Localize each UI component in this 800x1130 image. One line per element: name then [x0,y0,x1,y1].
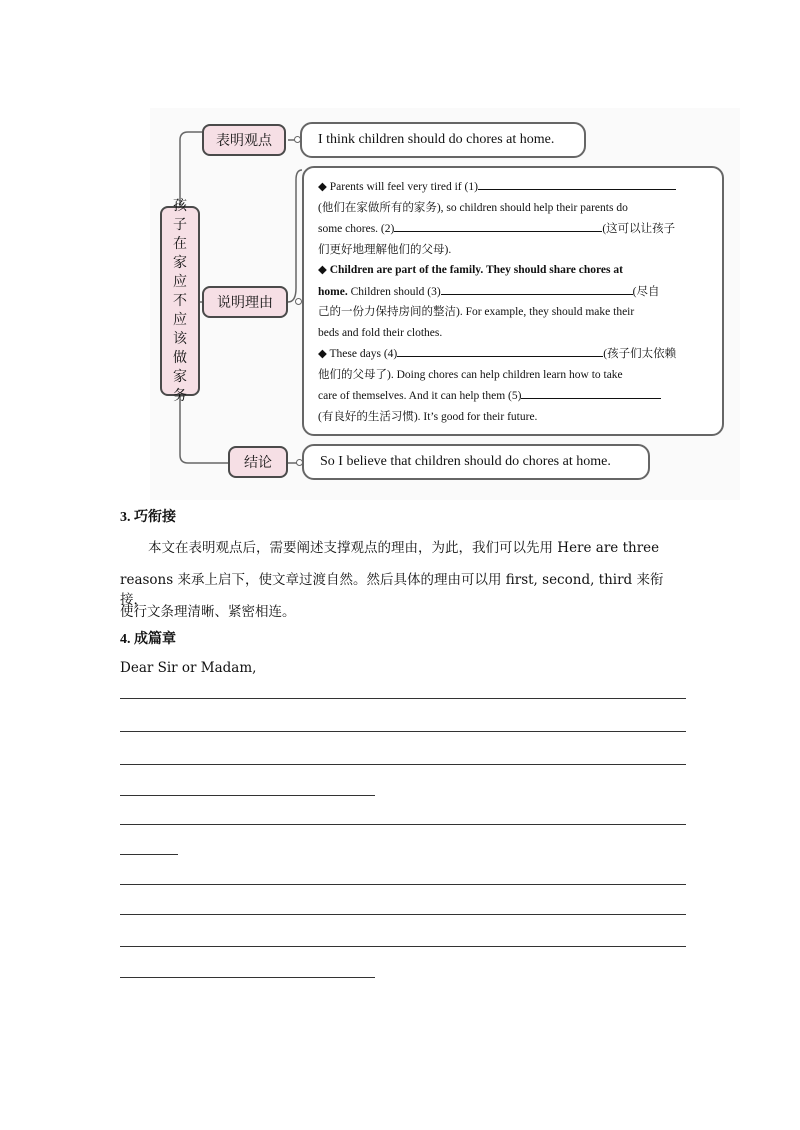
reason-text: These days (4) [329,348,398,360]
reason-text: beds and fold their clothes. [318,326,443,339]
reason-text: 己的一份力保持房间的整洁). For example, they should make their [318,306,635,318]
writing-line[interactable] [120,731,686,732]
writing-line[interactable] [120,698,686,699]
writing-line[interactable] [120,914,686,915]
section-3-line-3: 使行文条理清晰、紧密相连。 [120,604,296,620]
bullet-icon: ◆ [318,348,327,360]
writing-line[interactable] [120,884,686,885]
reason-text: (有良好的生活习惯). It’s good for their future. [318,410,538,423]
reasons-box [302,166,724,436]
reason-text: Parents will feel very tired if (1) [329,181,478,193]
reason-text: Children should (3) [347,285,441,298]
root-char: 在 [173,235,187,252]
reason-3 [318,343,708,427]
mind-map [150,108,740,500]
writing-line[interactable] [120,946,686,947]
reasons-node: 说明理由 [202,286,288,318]
opinion-node: 表明观点 [202,124,286,156]
root-char: 应 [173,311,187,328]
reason-text: some chores. (2) [318,223,395,235]
writing-line[interactable] [120,824,686,825]
bullet-icon: ◆ [318,264,327,276]
connector-dot [295,298,302,305]
reason-text: Children are part of the family. They should share chores at [329,264,623,276]
root-char: 子 [173,216,187,233]
writing-line[interactable] [120,977,375,978]
conclusion-node: 结论 [228,446,288,478]
answer-blank-5[interactable] [521,385,661,399]
opinion-box: I think children should do chores at home. [300,122,586,158]
reason-text: 们更好地理解他们的父母). [318,243,452,256]
writing-line[interactable] [120,764,686,765]
answer-blank-3[interactable] [441,281,633,295]
root-char: 该 [173,330,187,347]
reason-text: 他们的父母了). Doing chores can help children learn how to take [318,368,623,381]
root-char: 家 [173,254,187,271]
reason-text: care of themselves. And it can help them (5) [318,390,522,402]
reason-text: (尽自 [632,285,660,298]
answer-blank-1[interactable] [478,176,676,190]
root-char: 做 [173,349,187,366]
root-node [160,197,200,404]
section-3-line-2: reasons 来承上启下，使文章过渡自然。然后具体的理由可以用 first, second, third 来衔接， [120,572,664,608]
root-char: 不 [173,292,187,309]
reason-text: (这可以让孩子 [602,223,676,235]
root-char: 应 [173,273,187,290]
reason-text: (孩子们太依赖 [603,348,677,360]
root-char: 家 [173,368,187,385]
section-4-title: 4. 成篇章 [120,632,176,647]
reason-text: (他们在家做所有的家务), so children should help their parents do [318,201,628,214]
section-3-title: 3. 巧衔接 [120,510,176,525]
reason-2 [318,260,708,343]
writing-line[interactable] [120,854,178,855]
reason-text: home. [318,285,348,298]
root-char: 孩 [173,197,187,214]
conclusion-box: So I believe that children should do chores at home. [302,444,650,480]
answer-blank-4[interactable] [397,343,603,357]
bullet-icon: ◆ [318,181,327,193]
answer-blank-2[interactable] [394,218,602,232]
section-3-line-1: 本文在表明观点后，需要阐述支撑观点的理由，为此，我们可以先用 Here are three [148,540,660,556]
root-char: 务 [173,387,187,404]
writing-line[interactable] [120,795,375,796]
salutation: Dear Sir or Madam, [120,660,257,676]
reason-1 [318,176,708,260]
